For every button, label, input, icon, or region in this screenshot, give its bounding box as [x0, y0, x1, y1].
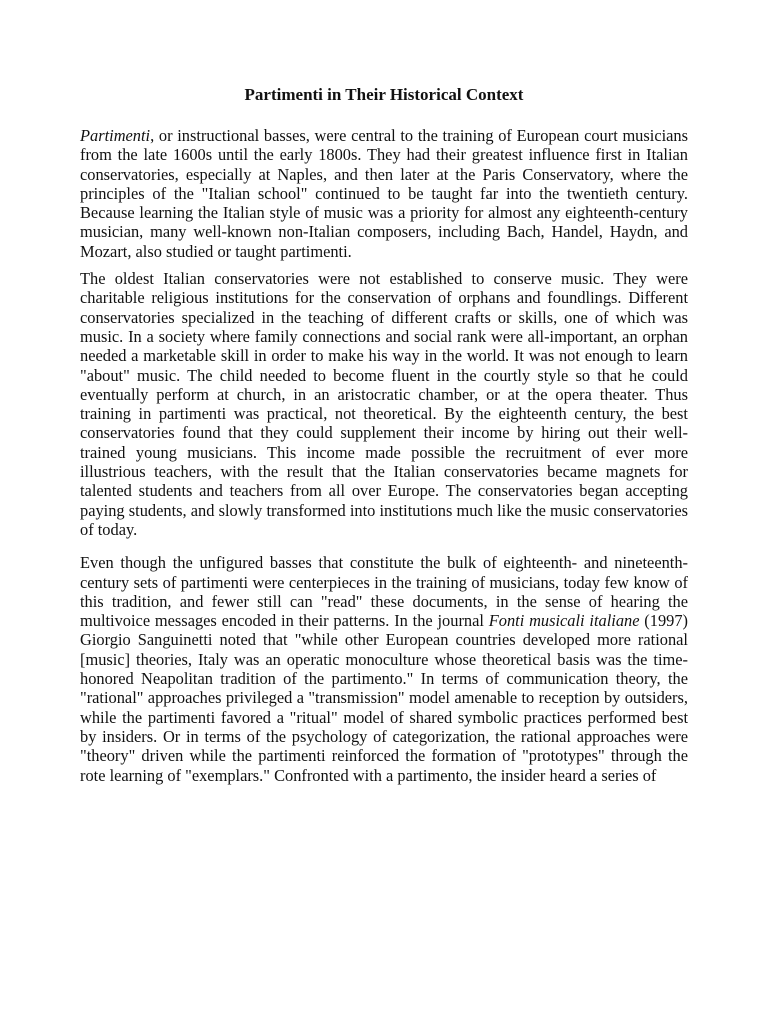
partimenti-italic-term: Partimenti	[80, 126, 151, 145]
paragraph-3	[80, 553, 688, 785]
paragraph-3-text-before: Even though the unfigured basses that constitute the bulk of eighteenth- and nineteenth-century sets of partimenti were centerpieces in the training of musicians, today few know of this tradition, and fewer still can "read" these documents, in the sense of hearing the multivoice messages encoded in their patterns. In the journal	[80, 553, 688, 631]
journal-title-italic: Fonti musicali italiane	[488, 611, 640, 631]
document-title: Partimenti in Their Historical Context	[244, 85, 524, 104]
document-page	[80, 84, 688, 785]
paragraph-1	[80, 126, 688, 261]
paragraph-3-text-after: (1997) Giorgio Sanguinetti noted that "while other European countries developed more rational [music] theories, Italy was an operatic monoculture whose theoretical basis was the time-honored Neapolitan tradition of the partimento." In terms of communication theory, the "rational" approaches privileged a "transmission" model amenable to reception by outsiders, while the partimenti favored a "ritual" model of shared symbolic practices performed best by insiders. Or in terms of the psychology of categorization, the rational approaches were "theory" driven while the partimenti reinforced the formation of "prototypes" through the rote learning of "exemplars." Confronted with a partimento, the insider heard a series of	[80, 611, 689, 785]
paragraph-1-text: , or instructional basses, were central to the training of European court musicians from the late 1600s until the early 1800s. They had their greatest influence first in Italian conservatories, especially at Naples, and then later at the Paris Conservatory, where the principles of the "Italian school" continued to be taught far into the twentieth century. Because learning the Italian style of music was a priority for almost any eighteenth-century musician, many well-known non-Italian composers, including Bach, Handel, Haydn, and Mozart, also studied or taught partimenti.	[80, 126, 688, 261]
paragraph-2: The oldest Italian conservatories were not established to conserve music. They were charitable religious institutions for the conservation of orphans and foundlings. Different conservatories specialized in the teaching of different crafts or skills, one of which was music. In a society where family connections and social rank were all-important, an orphan needed a marketable skill in order to make his way in the world. It was not enough to learn "about" music. The child needed to become fluent in the courtly style so that he could eventually perform at church, in an aristocratic chamber, or at the opera theater. Thus training in partimenti was practical, not theoretical. By the eighteenth century, the best conservatories found that they could supplement their income by hiring out their well-trained young musicians. This income made possible the recruitment of ever more illustrious teachers, with the result that the Italian conservatories became magnets for talented students and teachers from all over Europe. The conservatories began accepting paying students, and slowly transformed into institutions much like the music conservatories of today.	[80, 269, 688, 539]
